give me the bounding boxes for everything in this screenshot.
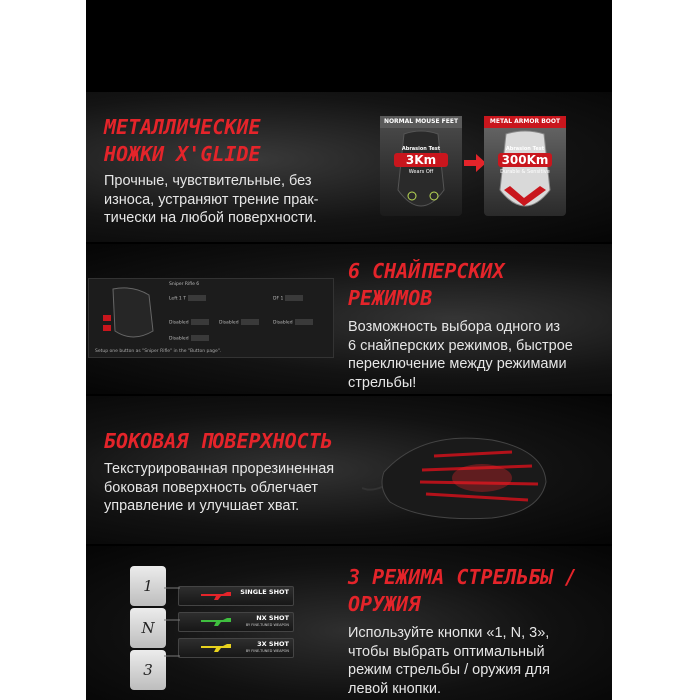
mode-label: 3X SHOT xyxy=(257,640,289,648)
desc-line: левой кнопки. xyxy=(348,680,441,697)
mode-label: SINGLE SHOT xyxy=(240,588,289,596)
setting-box xyxy=(285,295,303,301)
setting-box xyxy=(295,319,313,325)
rifle-icon xyxy=(201,643,231,653)
feature-title xyxy=(104,114,261,168)
title-line: 6 СНАЙПЕРСКИХ xyxy=(348,259,505,283)
feature-fire-modes xyxy=(86,546,612,700)
software-footer-note: Setup one button as "Sniper Rifle" in the "Button page". xyxy=(95,349,222,354)
product-feature-page xyxy=(86,0,612,700)
panel-distance: 300Km xyxy=(498,153,552,167)
feature-title xyxy=(348,564,577,618)
desc-line: режим стрельбы / оружия для xyxy=(348,662,550,678)
desc-line: Возможность выбора одного из xyxy=(348,319,561,335)
setting-box xyxy=(191,319,209,325)
feature-description xyxy=(348,318,573,392)
panel-note: Durable & Sensitive xyxy=(500,169,550,175)
feature-description xyxy=(104,460,334,516)
desc-line: Прочные, чувствительные, без xyxy=(104,173,312,189)
setting-box xyxy=(191,335,209,341)
feature-metal-feet xyxy=(86,92,612,242)
desc-line: управление и улучшает хват. xyxy=(104,498,300,514)
rifle-icon xyxy=(201,591,231,601)
title-line: БОКОВАЯ ПОВЕРХНОСТЬ xyxy=(104,429,333,453)
desc-line: стрельбы! xyxy=(348,374,417,391)
setting-row[interactable] xyxy=(169,295,206,303)
panel-test-label: Abrasion Test xyxy=(401,146,441,152)
setting-row[interactable] xyxy=(273,295,303,303)
setting-row[interactable] xyxy=(219,319,259,327)
mode-label: NX SHOT xyxy=(256,614,289,622)
feature-description xyxy=(104,172,319,228)
setting-box xyxy=(188,295,206,301)
setting-label: Disabled xyxy=(169,320,189,326)
desc-line: 6 снайперских режимов, быстрое xyxy=(348,337,573,354)
panel-test-label: Abrasion Test xyxy=(505,146,545,152)
desc-line: чтобы выбрать оптимальный xyxy=(348,643,545,660)
title-line: РЕЖИМОВ xyxy=(348,286,433,310)
mouse-side-illustration xyxy=(362,426,552,526)
feature-side-surface xyxy=(86,396,612,544)
mode-single-shot xyxy=(178,586,294,606)
setting-label: DF 1 xyxy=(273,296,284,302)
feature-description xyxy=(348,624,550,698)
metal-feet-panel xyxy=(484,116,566,216)
desc-line: Текстурированная прорезиненная xyxy=(104,461,335,477)
setting-label: Disabled xyxy=(169,336,189,342)
desc-line: переключение между режимами xyxy=(348,356,567,372)
rifle-icon xyxy=(201,617,231,627)
key-1-button[interactable]: 1 xyxy=(130,566,166,606)
title-line: МЕТАЛЛИЧЕСКИЕ xyxy=(104,115,261,139)
panel-note: Wears Off xyxy=(408,169,434,175)
desc-line: тически на любой поверхности. xyxy=(104,210,317,226)
desc-line: износа, устраняют трение прак- xyxy=(104,191,319,208)
desc-line: Используйте кнопки «1, N, 3», xyxy=(348,625,550,641)
feature-title xyxy=(104,428,333,455)
setting-row[interactable] xyxy=(169,319,209,327)
setting-box xyxy=(241,319,259,325)
software-title: Sniper Rifle 6 xyxy=(169,282,200,287)
normal-feet-panel xyxy=(380,116,462,216)
panel-tag: METAL ARMOR BOOT xyxy=(484,116,566,128)
title-line: ОРУЖИЯ xyxy=(348,592,421,616)
feature-title xyxy=(348,258,505,312)
mode-sublabel: BY FINE-TUNED WEAPON xyxy=(245,623,289,627)
panel-distance: 3Km xyxy=(394,153,448,167)
software-screenshot xyxy=(88,278,334,358)
setting-row[interactable] xyxy=(169,335,209,343)
connector-lines xyxy=(164,576,182,666)
setting-label: Left 1 T xyxy=(169,296,186,302)
title-line: НОЖКИ X'GLIDE xyxy=(104,142,261,166)
feature-sniper-modes xyxy=(86,244,612,394)
panel-tag: NORMAL MOUSE FEET xyxy=(380,116,462,128)
mode-nx-shot xyxy=(178,612,294,632)
setting-row[interactable] xyxy=(273,319,313,327)
setting-label: Disabled xyxy=(273,320,293,326)
arrow-right-icon xyxy=(464,154,486,172)
key-n-button[interactable]: N xyxy=(130,608,166,648)
title-line: 3 РЕЖИМА СТРЕЛЬБЫ / xyxy=(348,565,577,589)
key-3-button[interactable]: 3 xyxy=(130,650,166,690)
mouse-outline-illustration xyxy=(103,285,163,341)
desc-line: боковая поверхность облегчает xyxy=(104,479,319,496)
setting-label: Disabled xyxy=(219,320,239,326)
mode-sublabel: BY FINE-TUNED WEAPON xyxy=(245,649,289,653)
mode-3x-shot xyxy=(178,638,294,658)
